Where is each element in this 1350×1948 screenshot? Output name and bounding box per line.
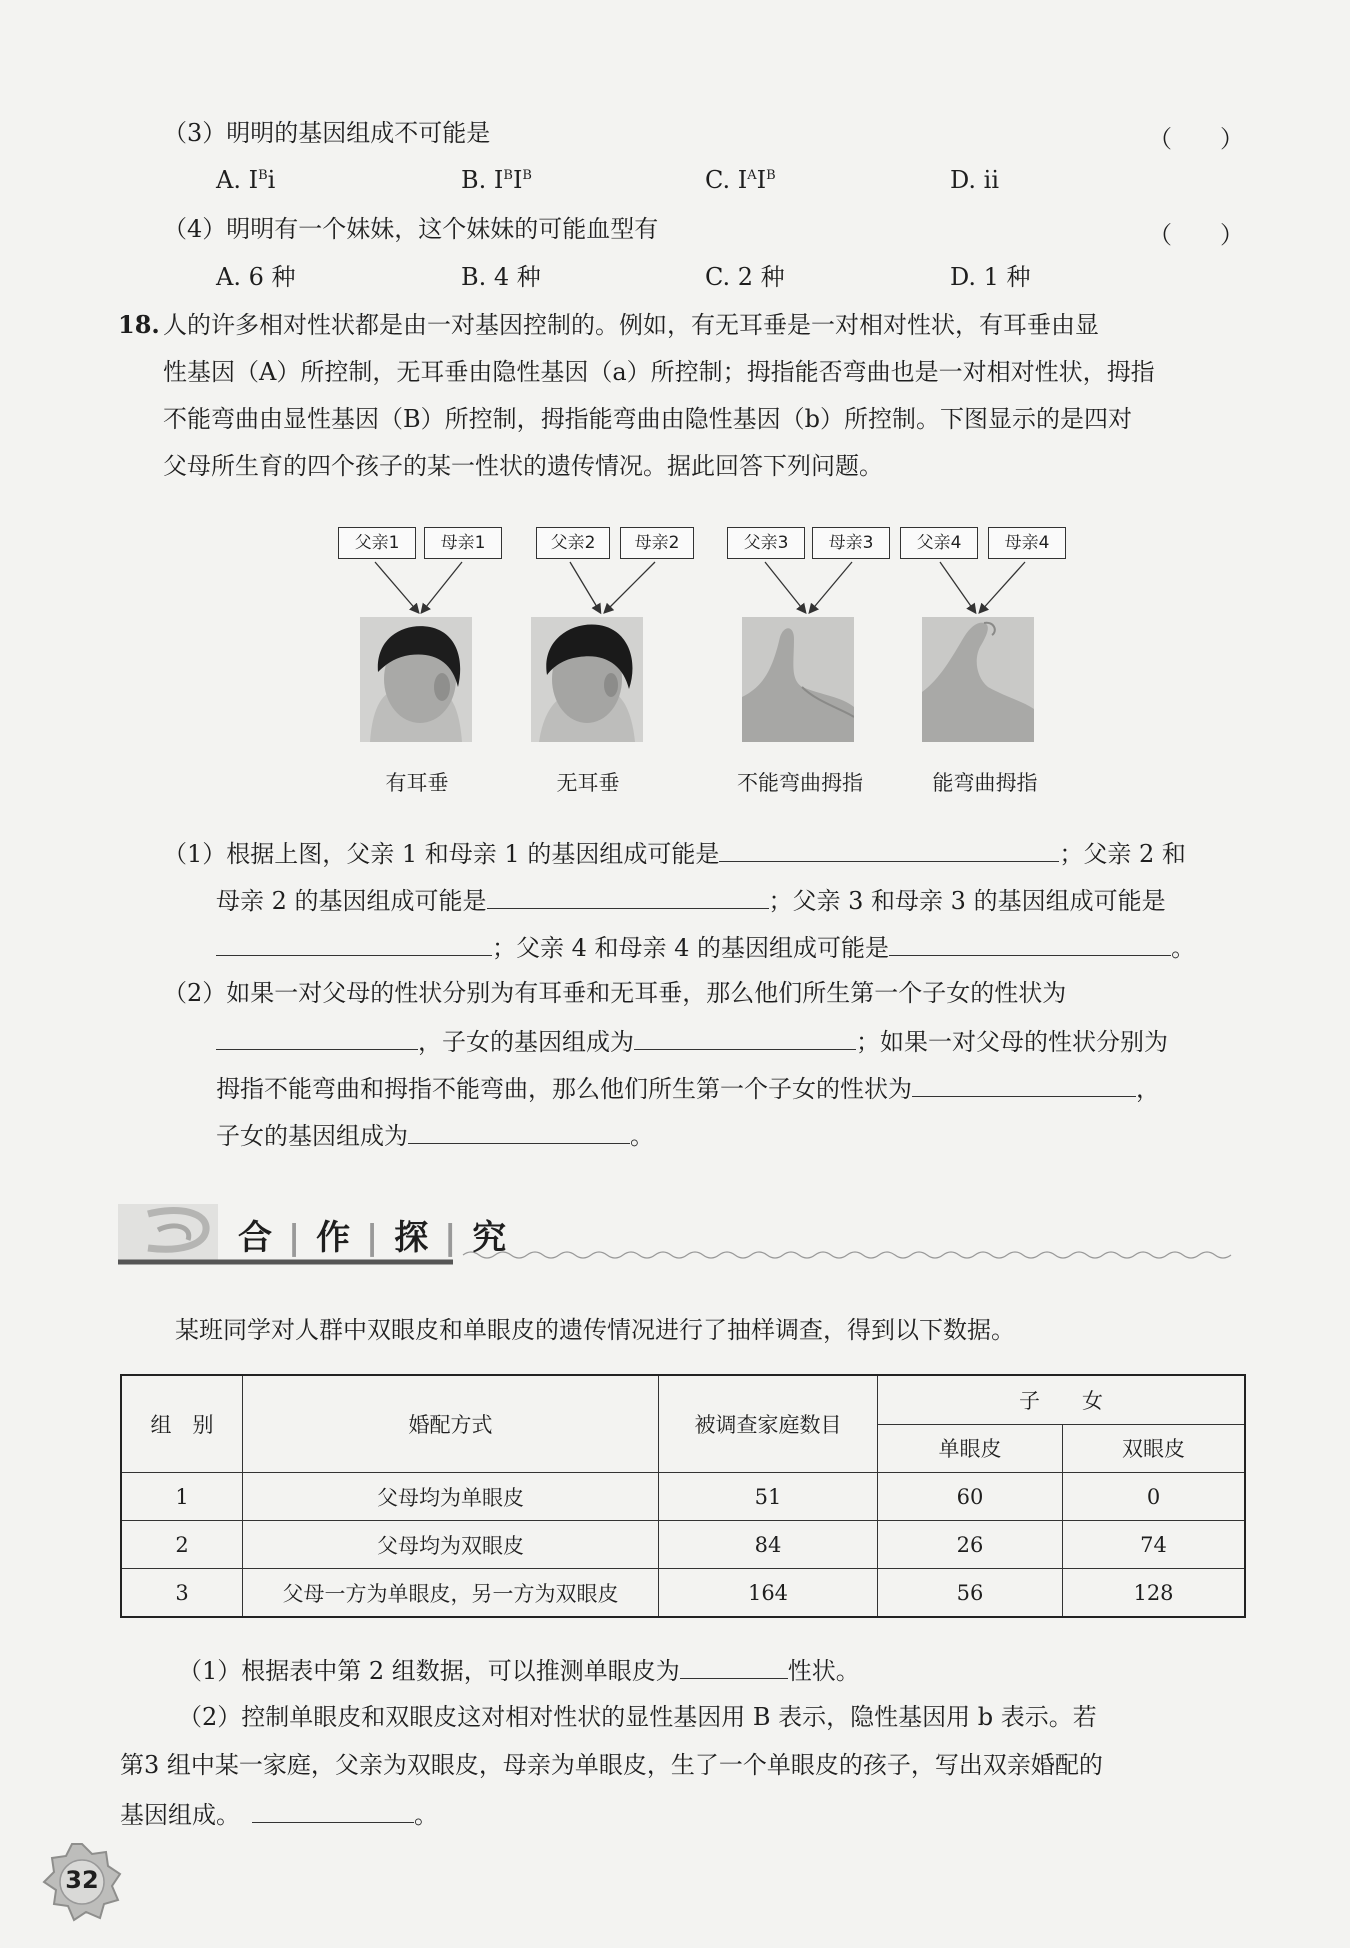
q17-sub4-answer-paren[interactable]: （ ）: [1148, 221, 1244, 249]
father-1-box: 父亲1: [338, 527, 416, 559]
cell-families: 84: [659, 1521, 878, 1569]
q18-stem-line-2: 性基因（A）所控制，无耳垂由隐性基因（a）所控制；拇指能否弯曲也是一对相对性状，拇指: [163, 358, 1155, 386]
q17-sub3-option-a[interactable]: A. $I^Bi$: [216, 166, 276, 194]
cell-mating: 父母均为双眼皮: [243, 1521, 659, 1569]
header-children: 子 女: [878, 1375, 1246, 1424]
q18-stem-line-3: 不能弯曲由显性基因（B）所控制，拇指能弯曲由隐性基因（b）所控制。下图显示的是四对: [163, 405, 1132, 433]
q18-sub1-blank-3[interactable]: [216, 929, 492, 956]
mother-3-box: 母亲3: [812, 527, 890, 559]
q17-sub3-option-b[interactable]: B. $I^BI^B$: [461, 166, 532, 194]
table-row: [121, 1521, 1245, 1569]
cell-double: 0: [1063, 1473, 1246, 1521]
header-single-eyelid: 单眼皮: [878, 1424, 1063, 1473]
table-row: [121, 1569, 1245, 1618]
photo-thumb-can-bend: [922, 617, 1034, 742]
q18-sub2-line-1: （2）如果一对父母的性状分别为有耳垂和无耳垂，那么他们所生第一个子女的性状为: [163, 979, 1067, 1007]
page-number-badge: [42, 1842, 122, 1922]
eyelid-survey-table: [120, 1374, 1246, 1618]
header-mating: 婚配方式: [243, 1375, 659, 1473]
father-2-box: 父亲2: [536, 527, 610, 559]
q18-sub2-line-4: 子女的基因组成为 。: [216, 1117, 654, 1153]
coop-q1: （1）根据表中第 2 组数据，可以推测单眼皮为 性状。: [178, 1652, 860, 1688]
section-title: 合 | 作 | 探 | 究: [238, 1218, 509, 1258]
cell-single: 56: [878, 1569, 1063, 1618]
coop-q2-line-1: （2）控制单眼皮和双眼皮这对相对性状的显性基因用 B 表示，隐性基因用 b 表示。若: [178, 1703, 1097, 1731]
mother-2-box: 母亲2: [620, 527, 694, 559]
cell-group: 3: [121, 1569, 243, 1618]
figure-arrows: [0, 560, 1350, 620]
coop-q2-line-2: 第3 组中某一家庭，父亲为双眼皮，母亲为单眼皮，生了一个单眼皮的孩子，写出双亲婚配的: [120, 1751, 1103, 1779]
q18-sub1-blank-2[interactable]: [487, 882, 769, 909]
q17-sub3-option-c[interactable]: C. $I^AI^B$: [705, 166, 776, 194]
mother-4-box: 母亲4: [988, 527, 1066, 559]
section-header: [118, 1200, 1238, 1270]
cell-mating: 父母一方为单眼皮，另一方为双眼皮: [243, 1569, 659, 1618]
q18-sub2-blank-1[interactable]: [216, 1023, 418, 1050]
cell-group: 2: [121, 1521, 243, 1569]
q18-sub2-line-2: ，子女的基因组成为 ；如果一对父母的性状分别为: [216, 1023, 1168, 1059]
q18-sub1-line-2: 母亲 2 的基因组成可能是 ；父亲 3 和母亲 3 的基因组成可能是: [216, 882, 1166, 918]
coop-q2-blank[interactable]: [252, 1796, 414, 1823]
photo-attached-earlobe-child: [360, 617, 472, 742]
father-4-box: 父亲4: [900, 527, 978, 559]
cell-single: 60: [878, 1473, 1063, 1521]
coop-intro: 某班同学对人群中双眼皮和单眼皮的遗传情况进行了抽样调查，得到以下数据。: [175, 1316, 1015, 1344]
cell-families: 51: [659, 1473, 878, 1521]
page-number: 32: [65, 1866, 99, 1894]
q18-sub2-blank-3[interactable]: [912, 1070, 1136, 1097]
q18-sub1-blank-1[interactable]: [719, 835, 1059, 862]
cell-families: 164: [659, 1569, 878, 1618]
caption-thumb-cannot-bend: 不能弯曲拇指: [737, 771, 863, 795]
q17-sub4-option-b[interactable]: B. 4 种: [461, 263, 541, 291]
q17-sub3-answer-paren[interactable]: （ ）: [1148, 125, 1244, 153]
q18-stem-line-1: 人的许多相对性状都是由一对基因控制的。例如，有无耳垂是一对相对性状，有耳垂由显: [163, 311, 1099, 339]
q18-sub2-blank-4[interactable]: [408, 1117, 630, 1144]
mother-1-box: 母亲1: [424, 527, 502, 559]
q18-sub2-blank-2[interactable]: [634, 1023, 856, 1050]
caption-thumb-can-bend: 能弯曲拇指: [932, 771, 1038, 795]
table-row: [121, 1473, 1245, 1521]
cell-group: 1: [121, 1473, 243, 1521]
caption-attached-earlobe: 有耳垂: [385, 771, 449, 795]
q18-sub1-blank-4[interactable]: [889, 929, 1171, 956]
q17-sub3-stem: （3）明明的基因组成不可能是: [163, 119, 491, 147]
father-3-box: 父亲3: [727, 527, 805, 559]
cell-double: 128: [1063, 1569, 1246, 1618]
q17-sub4-stem: （4）明明有一个妹妹，这个妹妹的可能血型有: [163, 215, 659, 243]
q18-sub2-line-3: 拇指不能弯曲和拇指不能弯曲，那么他们所生第一个子女的性状为 ，: [216, 1070, 1160, 1106]
coop-q2-line-3: 基因组成。 。: [120, 1796, 438, 1832]
header-families: 被调查家庭数目: [659, 1375, 878, 1473]
q18-sub1-line-3: ；父亲 4 和母亲 4 的基因组成可能是 。: [216, 929, 1195, 965]
q17-sub4-option-a[interactable]: A. 6 种: [216, 263, 296, 291]
q17-sub3-option-d[interactable]: D. ii: [950, 166, 999, 194]
header-double-eyelid: 双眼皮: [1063, 1424, 1246, 1473]
cell-mating: 父母均为单眼皮: [243, 1473, 659, 1521]
q18-sub1-line-1: （1）根据上图，父亲 1 和母亲 1 的基因组成可能是 ；父亲 2 和: [163, 835, 1186, 871]
caption-free-earlobe: 无耳垂: [556, 771, 620, 795]
photo-free-earlobe-child: [531, 617, 643, 742]
q18-number: 18.: [118, 310, 160, 339]
cell-double: 74: [1063, 1521, 1246, 1569]
q17-sub4-option-c[interactable]: C. 2 种: [705, 263, 785, 291]
q18-stem-line-4: 父母所生育的四个孩子的某一性状的遗传情况。据此回答下列问题。: [163, 452, 883, 480]
cell-single: 26: [878, 1521, 1063, 1569]
header-group: 组 别: [121, 1375, 243, 1473]
q17-sub4-option-d[interactable]: D. 1 种: [950, 263, 1031, 291]
coop-q1-blank[interactable]: [680, 1652, 788, 1679]
photo-thumb-cannot-bend: [742, 617, 854, 742]
